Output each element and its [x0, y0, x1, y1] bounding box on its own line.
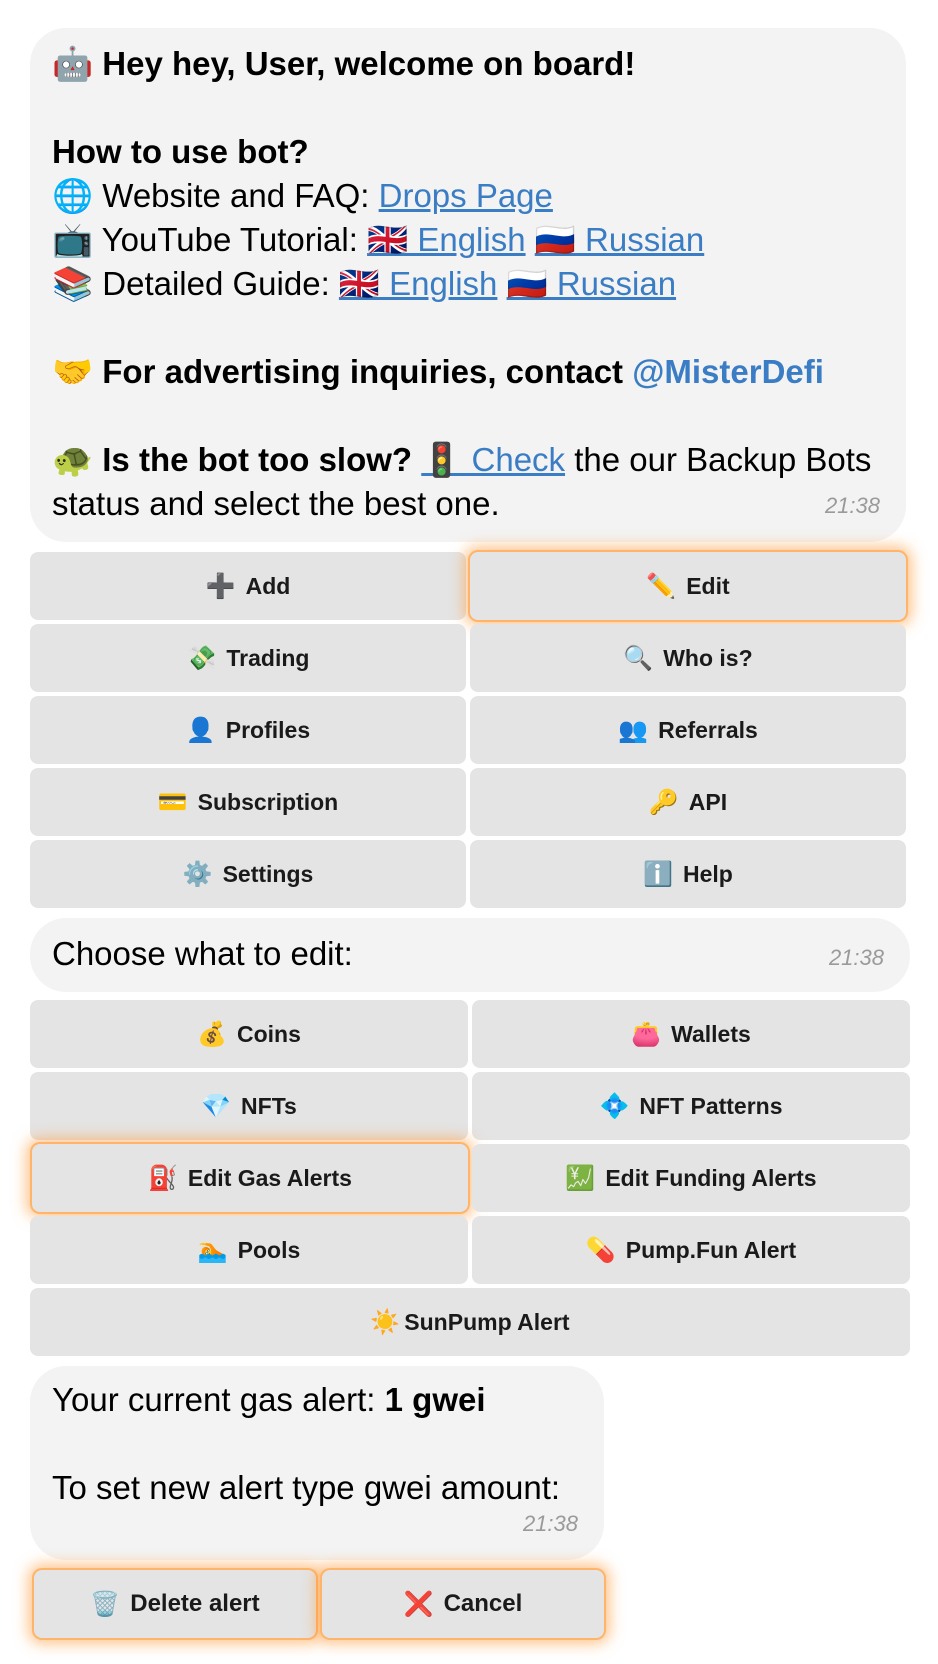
guide-english-link[interactable]: 🇬🇧 English	[338, 265, 498, 302]
coins-button[interactable]: 💰 Coins	[30, 1000, 468, 1068]
diamond-shape-icon: 💠	[599, 1092, 630, 1120]
info-icon: ℹ️	[643, 860, 674, 888]
handshake-icon: 🤝	[52, 352, 94, 391]
cancel-button[interactable]: ❌ Cancel	[322, 1570, 604, 1638]
gas-alert-message	[30, 1366, 604, 1560]
chart-yen-icon: 💹	[565, 1164, 596, 1192]
gem-icon: 💎	[201, 1092, 232, 1120]
wastebasket-icon: 🗑️	[90, 1590, 121, 1618]
gas-alert-prefix: Your current gas alert:	[52, 1381, 385, 1418]
guide-label: Detailed Guide:	[102, 265, 339, 302]
robot-icon: 🤖	[52, 44, 94, 83]
message-time: 21:38	[522, 1511, 578, 1536]
pencil-icon: ✏️	[646, 572, 677, 600]
books-icon: 📚	[52, 264, 94, 303]
turtle-icon: 🐢	[52, 440, 94, 479]
slow-rest: the our Backup Bots	[565, 441, 872, 478]
fuel-pump-icon: ⛽	[148, 1164, 178, 1192]
api-button[interactable]: 🔑 API	[470, 768, 906, 836]
sun-icon: ☀️	[370, 1308, 401, 1336]
nfts-button[interactable]: 💎 NFTs	[30, 1072, 468, 1140]
plus-icon: ➕	[205, 572, 236, 600]
greeting-text: Hey hey, User, welcome on board!	[102, 45, 636, 82]
edit-gas-alerts-button[interactable]: ⛽ Edit Gas Alerts	[32, 1144, 468, 1212]
message-time: 21:38	[828, 945, 884, 970]
youtube-label: YouTube Tutorial:	[101, 221, 368, 258]
wallets-button[interactable]: 👛 Wallets	[472, 1000, 910, 1068]
settings-button[interactable]: ⚙️ Settings	[30, 840, 466, 908]
choose-edit-text: Choose what to edit:	[52, 935, 353, 972]
help-button[interactable]: ℹ️ Help	[470, 840, 906, 908]
money-wings-icon: 💸	[186, 644, 217, 672]
edit-funding-alerts-button[interactable]: 💹 Edit Funding Alerts	[472, 1144, 910, 1212]
referrals-button[interactable]: 👥 Referrals	[470, 696, 906, 764]
profiles-button[interactable]: 👤 Profiles	[30, 696, 466, 764]
swimmer-icon: 🏊	[197, 1236, 228, 1264]
edit-button[interactable]: ✏️ Edit	[470, 552, 906, 620]
youtube-english-link[interactable]: 🇬🇧 English	[367, 221, 526, 258]
pump-fun-alert-button[interactable]: 💊 Pump.Fun Alert	[472, 1216, 910, 1284]
welcome-message	[30, 28, 906, 542]
gear-icon: ⚙️	[182, 860, 213, 888]
website-label: Website and FAQ:	[102, 177, 379, 214]
pools-button[interactable]: 🏊 Pools	[30, 1216, 468, 1284]
cross-icon: ❌	[403, 1590, 434, 1618]
howto-heading: How to use bot?	[52, 133, 309, 170]
message-time: 21:38	[824, 493, 880, 518]
globe-icon: 🌐	[52, 176, 94, 215]
mister-defi-mention[interactable]: @MisterDefi	[632, 353, 824, 390]
add-button[interactable]: ➕ Add	[30, 552, 466, 620]
ads-text: For advertising inquiries, contact	[102, 353, 633, 390]
pill-icon: 💊	[585, 1236, 616, 1264]
gas-alert-value: 1 gwei	[384, 1381, 486, 1418]
subscription-button[interactable]: 💳 Subscription	[30, 768, 466, 836]
check-link[interactable]: 🚦 Check	[421, 441, 566, 478]
slow-question: Is the bot too slow?	[102, 441, 413, 478]
guide-russian-link[interactable]: 🇷🇺 Russian	[506, 265, 677, 302]
money-bag-icon: 💰	[197, 1020, 227, 1048]
tv-icon: 📺	[52, 220, 94, 259]
trading-button[interactable]: 💸 Trading	[30, 624, 466, 692]
magnifier-icon: 🔍	[623, 644, 654, 672]
youtube-russian-link[interactable]: 🇷🇺 Russian	[534, 221, 705, 258]
choose-edit-message	[30, 918, 910, 992]
drops-page-link[interactable]: Drops Page	[378, 177, 553, 214]
credit-card-icon: 💳	[157, 788, 188, 816]
user-icon: 👤	[185, 716, 216, 744]
who-is-button[interactable]: 🔍 Who is?	[470, 624, 906, 692]
nft-patterns-button[interactable]: 💠 NFT Patterns	[472, 1072, 910, 1140]
gas-alert-instruction: To set new alert type gwei amount:	[52, 1469, 561, 1506]
purse-icon: 👛	[631, 1020, 662, 1048]
slow-rest-2: status and select the best one.	[52, 485, 500, 522]
users-icon: 👥	[618, 716, 649, 744]
delete-alert-button[interactable]: 🗑️ Delete alert	[34, 1570, 316, 1638]
sunpump-alert-button[interactable]: ☀️ SunPump Alert	[30, 1288, 910, 1356]
key-icon: 🔑	[648, 788, 679, 816]
